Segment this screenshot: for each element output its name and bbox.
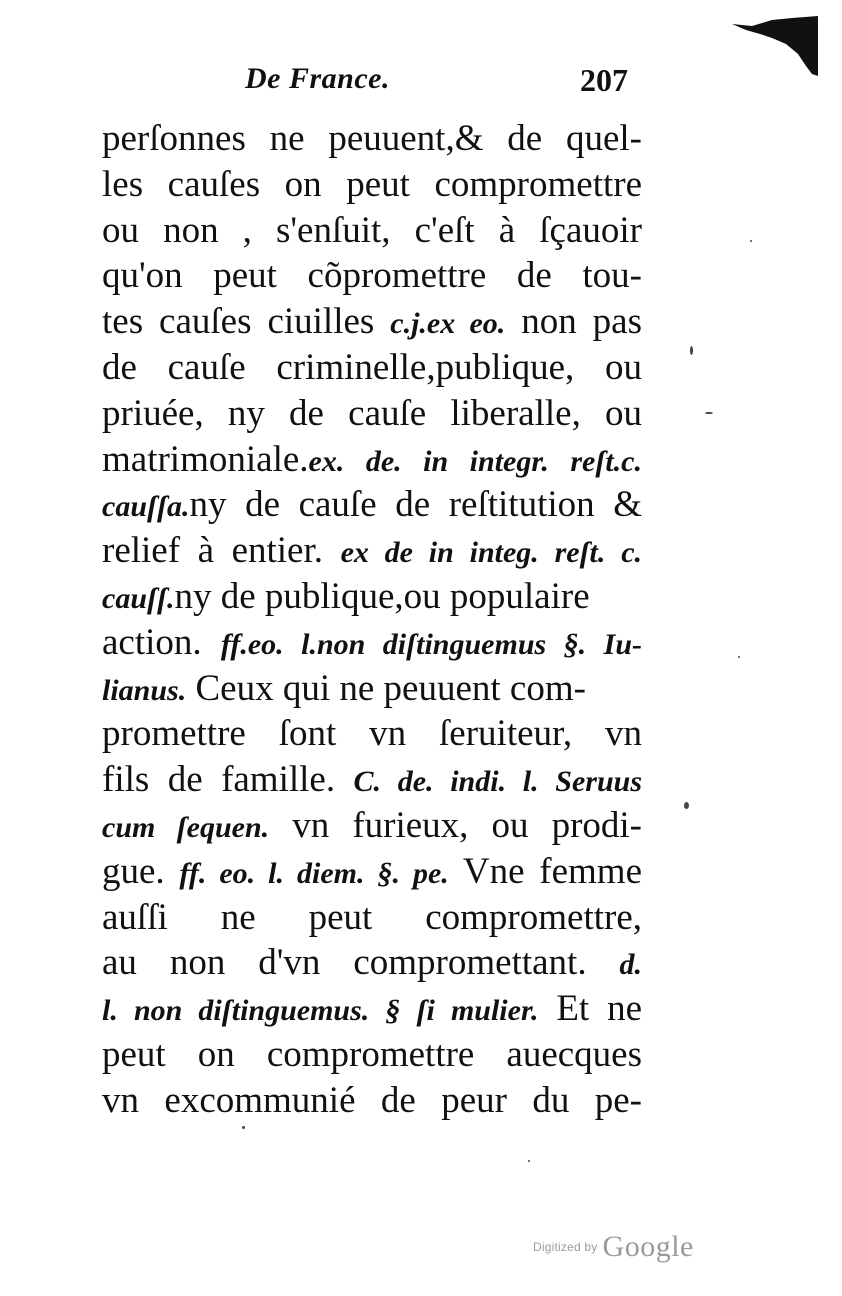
body-run: vn excommunié de peur du pe- xyxy=(102,1079,642,1121)
text-line xyxy=(102,940,642,986)
body-run: auſſi ne peut compromettre, xyxy=(102,896,642,938)
digitized-watermark xyxy=(533,1230,694,1264)
citation-text: cum ſequen. xyxy=(102,810,270,844)
citation-text: ff.eo. l.non diſtinguemus §. Iu- xyxy=(220,627,642,661)
citation-text: ff. eo. l. diem. §. pe. xyxy=(179,856,449,890)
scan-corner-mark xyxy=(732,16,818,76)
citation-text: d. xyxy=(619,948,642,982)
body-run: qu'on peut cõpromettre de tou- xyxy=(102,255,642,297)
running-title: De France. xyxy=(245,62,390,95)
citation-text: lianus. xyxy=(102,673,187,707)
citation-text: cauſſ. xyxy=(102,581,175,615)
text-line xyxy=(102,803,642,849)
body-run: de cauſe criminelle,publique, ou xyxy=(102,346,642,388)
scan-speck xyxy=(705,412,713,414)
text-line xyxy=(102,162,642,208)
scan-speck xyxy=(738,656,740,658)
citation-text: C. de. indi. l. Seruus xyxy=(353,765,642,799)
text-line xyxy=(102,1078,642,1124)
body-run: vn furieux, ou prodi- xyxy=(269,804,642,846)
citation-text: l. non diſtinguemus. § ſi mulier. xyxy=(102,994,539,1028)
text-line xyxy=(102,711,642,757)
scan-speck xyxy=(684,802,689,809)
body-run: ny de publique,ou populaire xyxy=(174,575,590,617)
citation-text: cauſſa. xyxy=(102,490,190,524)
body-run: relief à entier. xyxy=(102,530,341,572)
body-run: peut on compromettre auecques xyxy=(102,1033,642,1075)
text-line xyxy=(102,895,642,941)
scan-speck xyxy=(242,1126,245,1129)
page-number: 207 xyxy=(580,62,628,98)
scan-speck xyxy=(528,1160,530,1162)
body-run: Ceux qui ne peuuent com- xyxy=(186,667,586,709)
citation-text: c.j.ex eo. xyxy=(390,307,506,341)
citation-text: ex. de. in integr. reſt.c. xyxy=(308,444,642,478)
text-line xyxy=(102,391,642,437)
text-line xyxy=(102,437,642,483)
page-header xyxy=(100,62,640,106)
text-line xyxy=(102,574,642,620)
text-line xyxy=(102,757,642,803)
text-line xyxy=(102,482,642,528)
text-line xyxy=(102,208,642,254)
body-run: action. xyxy=(102,621,221,663)
text-line xyxy=(102,986,642,1032)
text-line xyxy=(102,299,642,345)
body-run: ou non , s'enſuit, c'eſt à ſçauoir xyxy=(102,209,642,251)
text-line xyxy=(102,849,642,895)
text-line xyxy=(102,528,642,574)
body-run: les cauſes on peut compromettre xyxy=(102,163,642,205)
google-logo: Google xyxy=(602,1230,694,1263)
body-run: tes cauſes ciuilles xyxy=(102,301,391,343)
body-run: fils de famille. xyxy=(102,759,354,801)
body-run: perſonnes ne peuuent,& de quel- xyxy=(102,118,642,159)
text-line xyxy=(102,620,642,666)
body-run: promettre ſont vn ſeruiteur, vn xyxy=(102,713,642,755)
body-run: ny de cauſe de reſtitution & xyxy=(189,484,642,526)
body-run: non pas xyxy=(505,301,642,343)
body-run: Et ne xyxy=(538,988,642,1030)
scan-speck xyxy=(690,346,693,355)
body-run: Vne femme xyxy=(448,850,642,892)
text-line xyxy=(102,116,642,162)
citation-text: ex de in integ. reſt. c. xyxy=(340,536,643,570)
text-line xyxy=(102,1032,642,1078)
text-line xyxy=(102,666,642,712)
scan-speck xyxy=(750,240,752,242)
text-line xyxy=(102,253,642,299)
watermark-prefix: Digitized by xyxy=(533,1240,598,1254)
body-run: gue. xyxy=(102,850,180,892)
body-run: priuée, ny de cauſe liberalle, ou xyxy=(102,392,642,434)
body-run: au non d'vn compromettant. xyxy=(102,942,620,984)
body-text xyxy=(102,116,642,1124)
text-line xyxy=(102,345,642,391)
body-run: matrimoniale. xyxy=(102,438,309,480)
